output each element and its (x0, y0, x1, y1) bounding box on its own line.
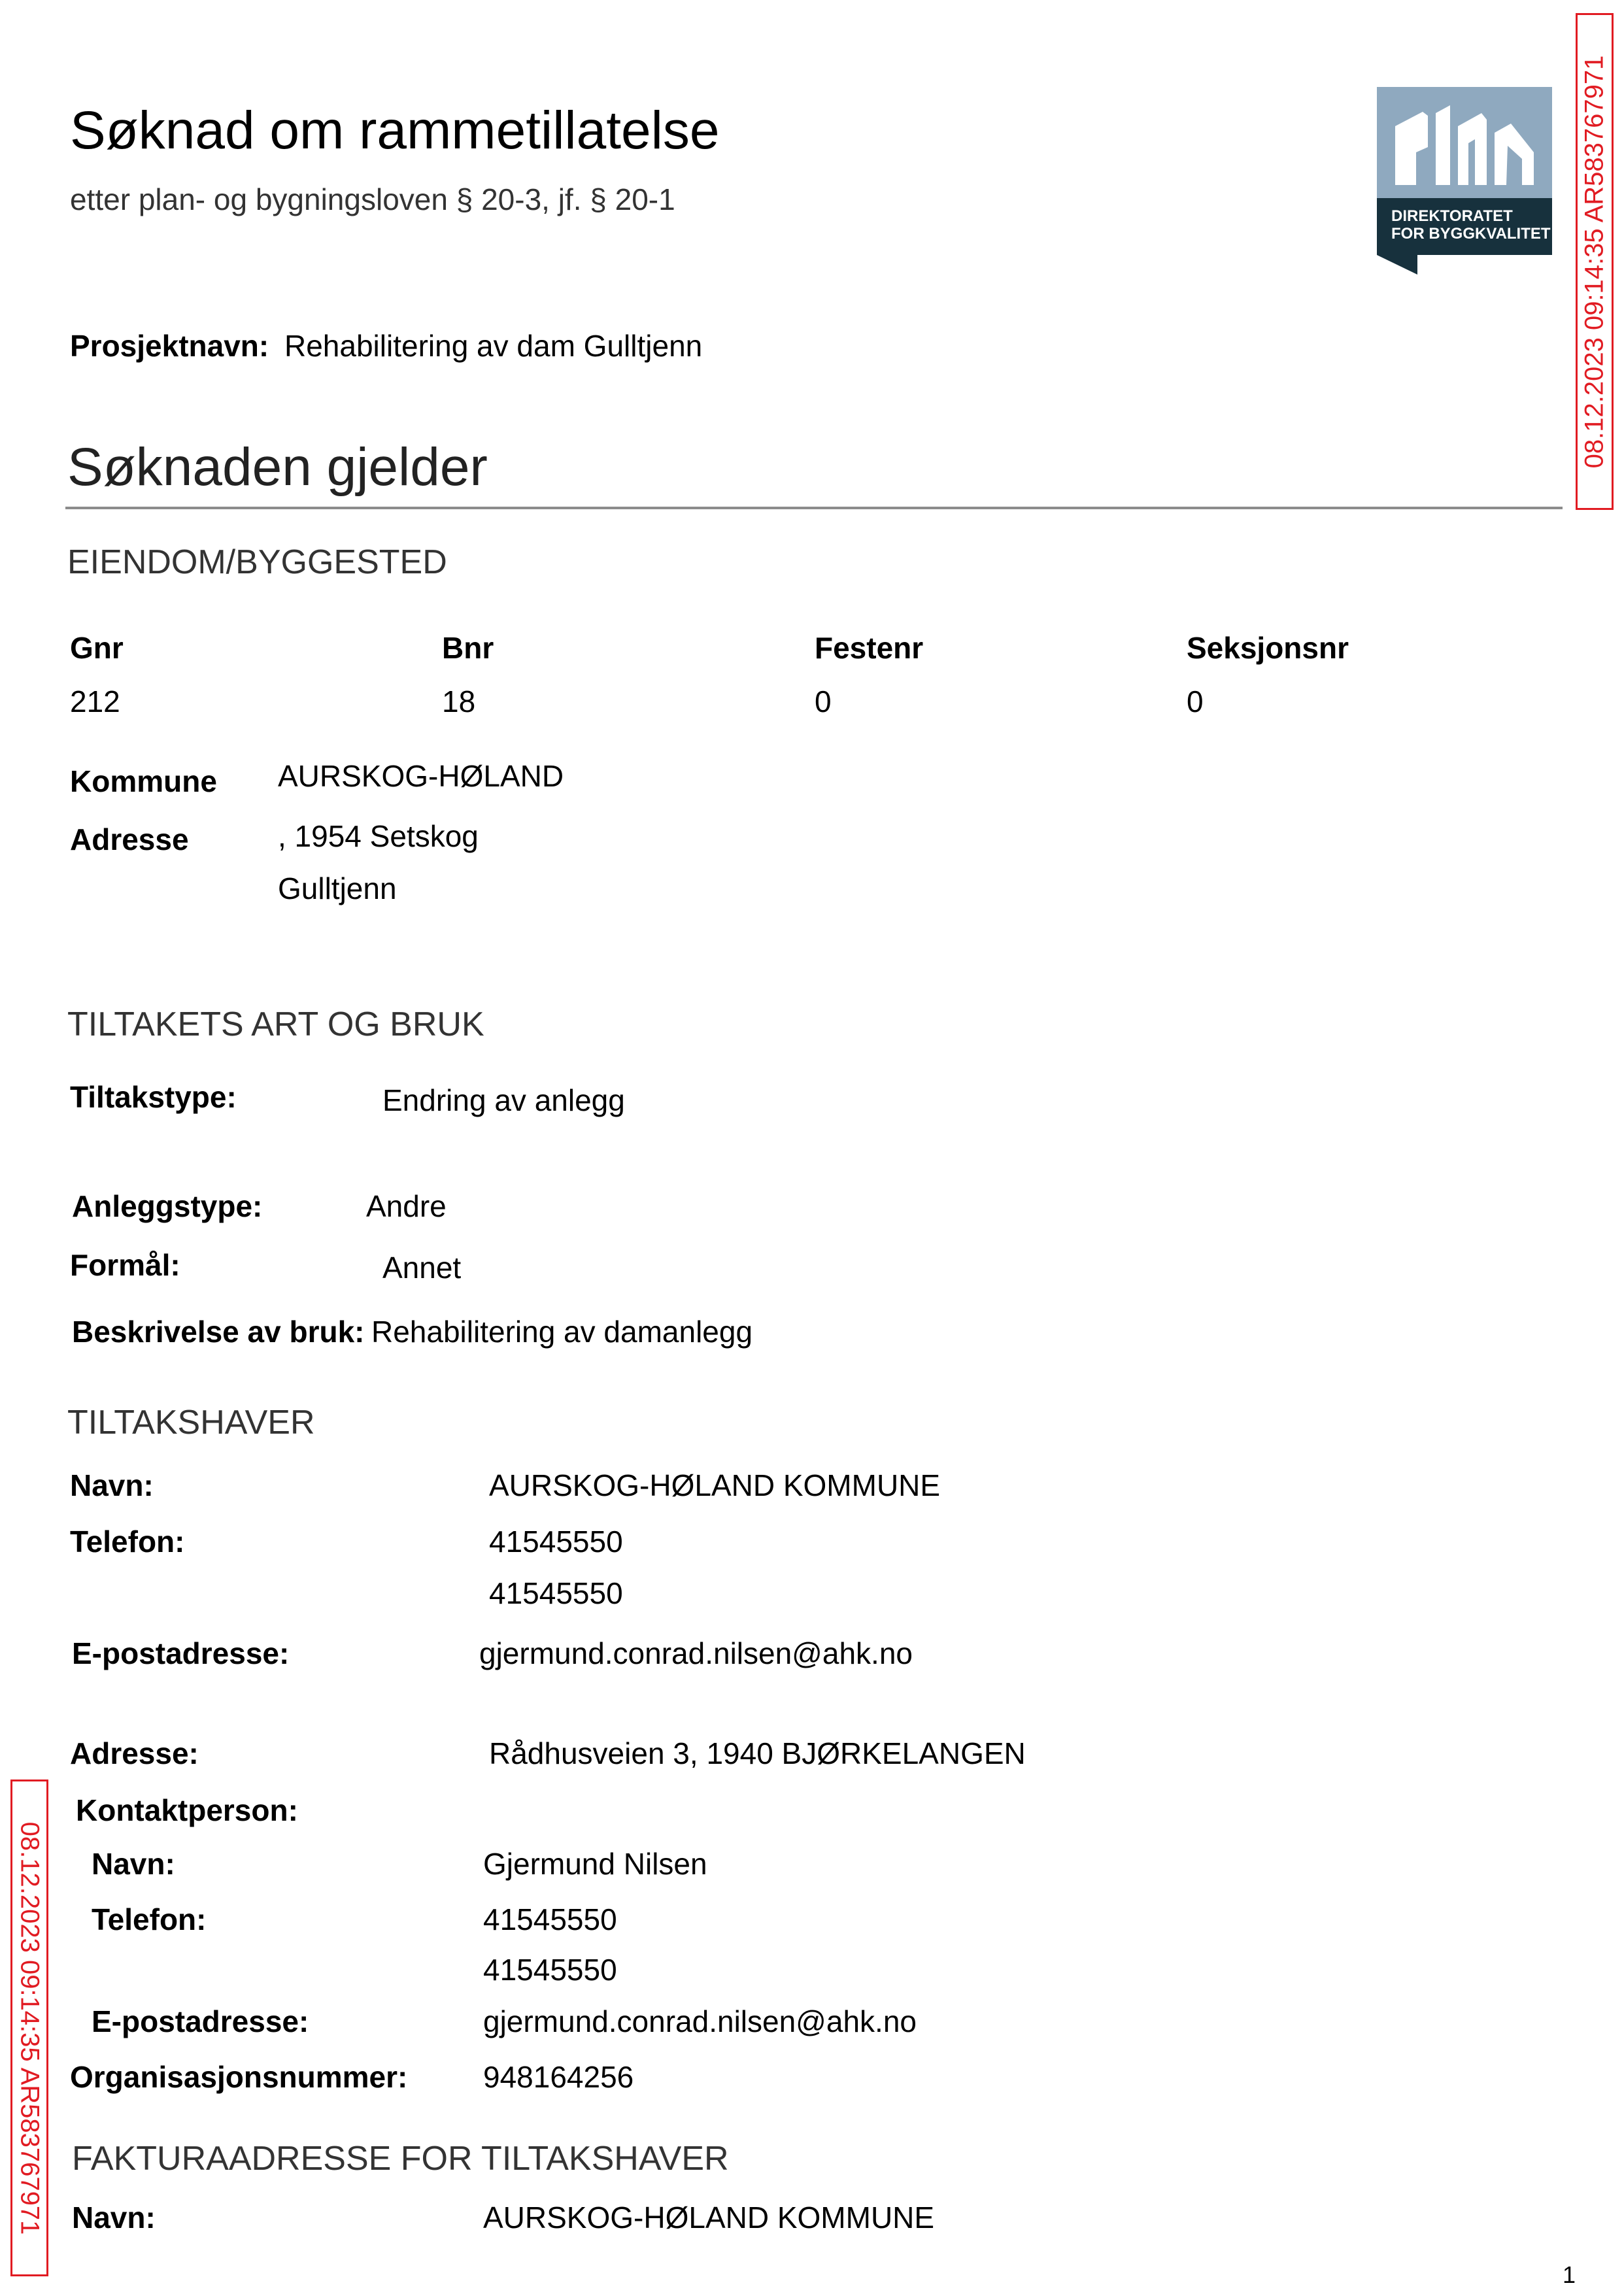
tiltakshaver-epost-label: E-postadresse: (72, 1636, 290, 1670)
beskrivelse-label: Beskrivelse av bruk: (72, 1315, 365, 1349)
tiltakstype-value: Endring av anlegg (382, 1083, 625, 1117)
formal-label: Formål: (70, 1248, 180, 1282)
logo-text-2: FOR BYGGKVALITET (1391, 225, 1551, 243)
tiltakstype-label: Tiltakstype: (70, 1080, 237, 1114)
tiltakshaver-adresse-label: Adresse: (70, 1736, 199, 1770)
kommune-value: AURSKOG-HØLAND (278, 759, 564, 793)
kontakt-telefon-value1: 41545550 (483, 1902, 617, 1936)
dibk-logo (1377, 87, 1552, 275)
anleggstype-label: Anleggstype: (72, 1189, 263, 1223)
seksjonsnr-label: Seksjonsnr (1187, 631, 1349, 665)
festenr-value: 0 (815, 684, 832, 718)
kontakt-telefon-label: Telefon: (92, 1902, 207, 1936)
section-heading-faktura: FAKTURAADRESSE FOR TILTAKSHAVER (72, 2140, 729, 2178)
document-title: Søknad om rammetillatelse (70, 101, 720, 160)
seksjonsnr-value: 0 (1187, 684, 1204, 718)
receipt-stamp-left (10, 1780, 48, 2276)
org-nummer-label: Organisasjonsnummer: (70, 2060, 408, 2094)
section-heading-property: EIENDOM/BYGGESTED (67, 543, 447, 581)
kontakt-navn-value: Gjermund Nilsen (483, 1847, 707, 1881)
kontakt-epost-value: gjermund.conrad.nilsen@ahk.no (483, 2004, 917, 2038)
logo-text-1: DIREKTORATET (1391, 207, 1513, 225)
tiltakshaver-telefon-label: Telefon: (70, 1525, 185, 1559)
tiltakshaver-navn-value: AURSKOG-HØLAND KOMMUNE (489, 1468, 941, 1502)
org-nummer-value: 948164256 (483, 2060, 634, 2094)
project-name-label: Prosjektnavn: (70, 329, 269, 363)
faktura-navn-value: AURSKOG-HØLAND KOMMUNE (483, 2201, 935, 2235)
tiltakshaver-telefon-value2: 41545550 (489, 1576, 623, 1610)
document-subtitle: etter plan- og bygningsloven § 20-3, jf. § 20-1 (70, 182, 675, 216)
kontaktperson-label: Kontaktperson: (76, 1793, 298, 1827)
receipt-stamp-top (1576, 13, 1614, 510)
kontakt-telefon-value2: 41545550 (483, 1953, 617, 1987)
kommune-label: Kommune (70, 764, 217, 798)
tiltakshaver-epost-value: gjermund.conrad.nilsen@ahk.no (479, 1636, 913, 1670)
festenr-label: Festenr (815, 631, 924, 665)
tiltakshaver-adresse-value: Rådhusveien 3, 1940 BJØRKELANGEN (489, 1736, 1026, 1770)
section-heading-tiltak: TILTAKETS ART OG BRUK (67, 1005, 484, 1043)
section-heading-tiltakshaver: TILTAKSHAVER (67, 1404, 315, 1442)
stamp-text-left: 08.12.2023 09:14:35 AR583767971 (15, 1821, 44, 2235)
tiltakshaver-telefon-value1: 41545550 (489, 1525, 623, 1559)
formal-value: Annet (382, 1251, 462, 1285)
stamp-text-top: 08.12.2023 09:14:35 AR583767971 (1580, 55, 1609, 468)
heading-divider (65, 507, 1563, 509)
faktura-navn-label: Navn: (72, 2201, 156, 2235)
kontakt-epost-label: E-postadresse: (92, 2004, 309, 2038)
adresse-label: Adresse (70, 822, 189, 856)
bnr-label: Bnr (442, 631, 494, 665)
project-name-value: Rehabilitering av dam Gulltjenn (284, 329, 703, 363)
gnr-label: Gnr (70, 631, 124, 665)
beskrivelse-value: Rehabilitering av damanlegg (371, 1315, 753, 1349)
bnr-value: 18 (442, 684, 476, 718)
kontakt-navn-label: Navn: (92, 1847, 175, 1881)
page-number: 1 (1562, 2261, 1576, 2288)
gnr-value: 212 (70, 684, 120, 718)
adresse-line1: , 1954 Setskog (278, 819, 479, 853)
main-heading: Søknaden gjelder (67, 437, 488, 497)
anleggstype-value: Andre (366, 1189, 447, 1223)
adresse-line2: Gulltjenn (278, 871, 397, 905)
tiltakshaver-navn-label: Navn: (70, 1468, 154, 1502)
